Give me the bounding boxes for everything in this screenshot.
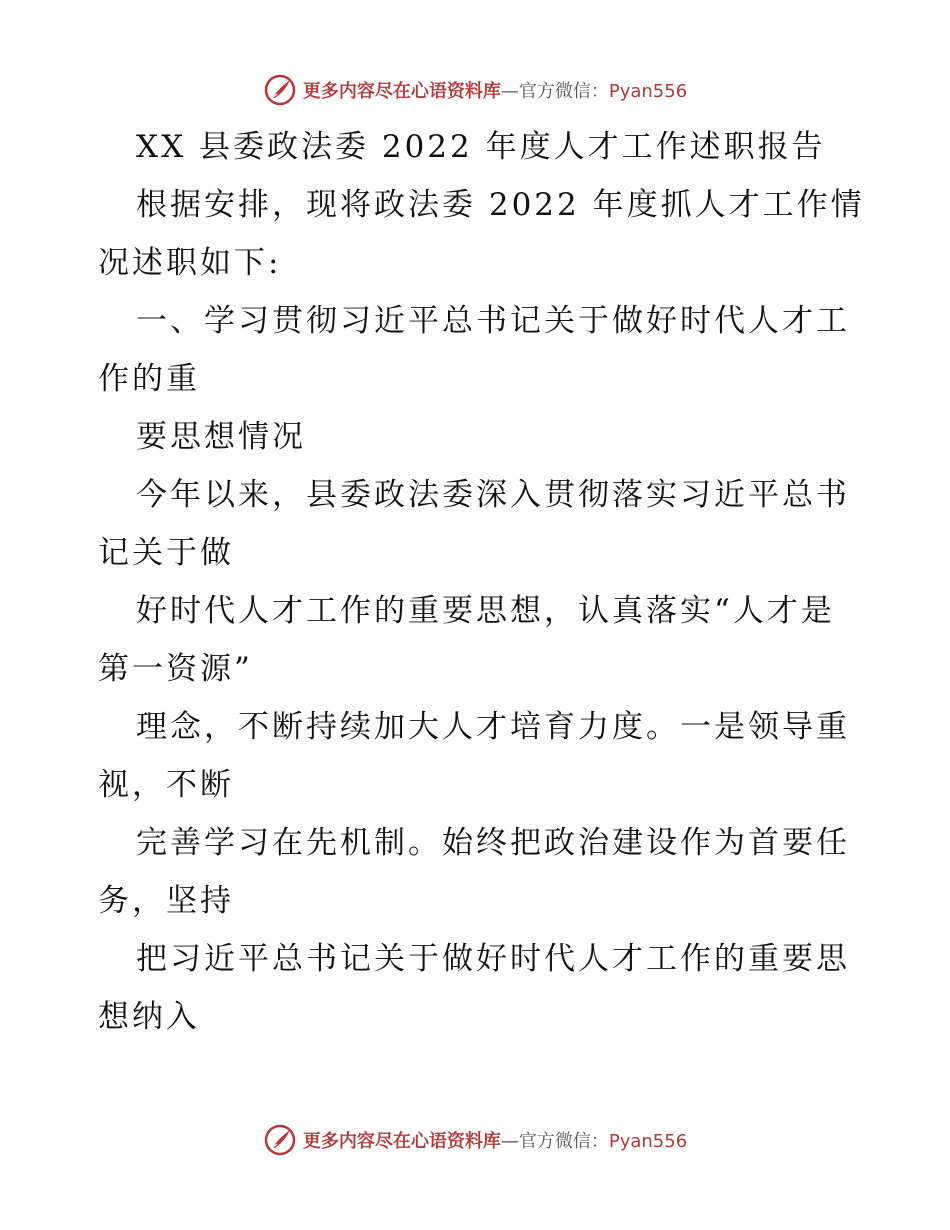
- paragraph-line: 想纳入: [98, 999, 200, 1035]
- watermark-wechat-id: Pyan556: [608, 1131, 688, 1152]
- paragraph-line: 把习近平总书记关于做好时代人才工作的重要思: [136, 941, 850, 977]
- section-heading-line: 作的重: [98, 361, 200, 397]
- paragraph-line: 记关于做: [98, 535, 234, 571]
- document-body: [98, 118, 865, 1046]
- watermark-text: [303, 77, 687, 103]
- watermark-wechat-id: Pyan556: [608, 81, 688, 102]
- watermark-separator: —: [500, 81, 519, 102]
- paragraph-line: 今年以来，县委政法委深入贯彻落实习近平总书: [136, 477, 850, 513]
- paragraph-line: 务，坚持: [98, 883, 234, 919]
- footer-watermark: [0, 1120, 950, 1160]
- watermark-separator: —: [500, 1131, 519, 1152]
- paragraph-line: 完善学习在先机制。始终把政治建设作为首要任: [136, 825, 850, 861]
- watermark-brand: 更多内容尽在心语资料库: [302, 81, 501, 102]
- watermark-wechat-label: 官方微信：: [518, 1131, 609, 1152]
- paragraph-line: 视，不断: [98, 767, 234, 803]
- paragraph-line: 理念，不断持续加大人才培育力度。一是领导重: [136, 709, 850, 745]
- header-watermark: [0, 70, 950, 110]
- section-heading-line: 一、学习贯彻习近平总书记关于做好时代人才工: [136, 303, 850, 339]
- document-title: XX 县委政法委 2022 年度人才工作述职报告: [136, 129, 826, 165]
- watermark-wechat-label: 官方微信：: [518, 81, 609, 102]
- watermark-text: [303, 1127, 687, 1153]
- paragraph-line: 况述职如下:: [98, 245, 282, 281]
- paragraph-line: 第一资源”: [98, 651, 253, 687]
- quill-pen-logo-icon: [263, 1123, 297, 1157]
- paragraph-line: 根据安排，现将政法委 2022 年度抓人才工作情: [136, 187, 865, 223]
- watermark-brand: 更多内容尽在心语资料库: [302, 1131, 501, 1152]
- paragraph-line: 好时代人才工作的重要思想，认真落实“人才是: [136, 593, 835, 629]
- section-heading-line: 要思想情况: [136, 419, 306, 455]
- quill-pen-logo-icon: [263, 73, 297, 107]
